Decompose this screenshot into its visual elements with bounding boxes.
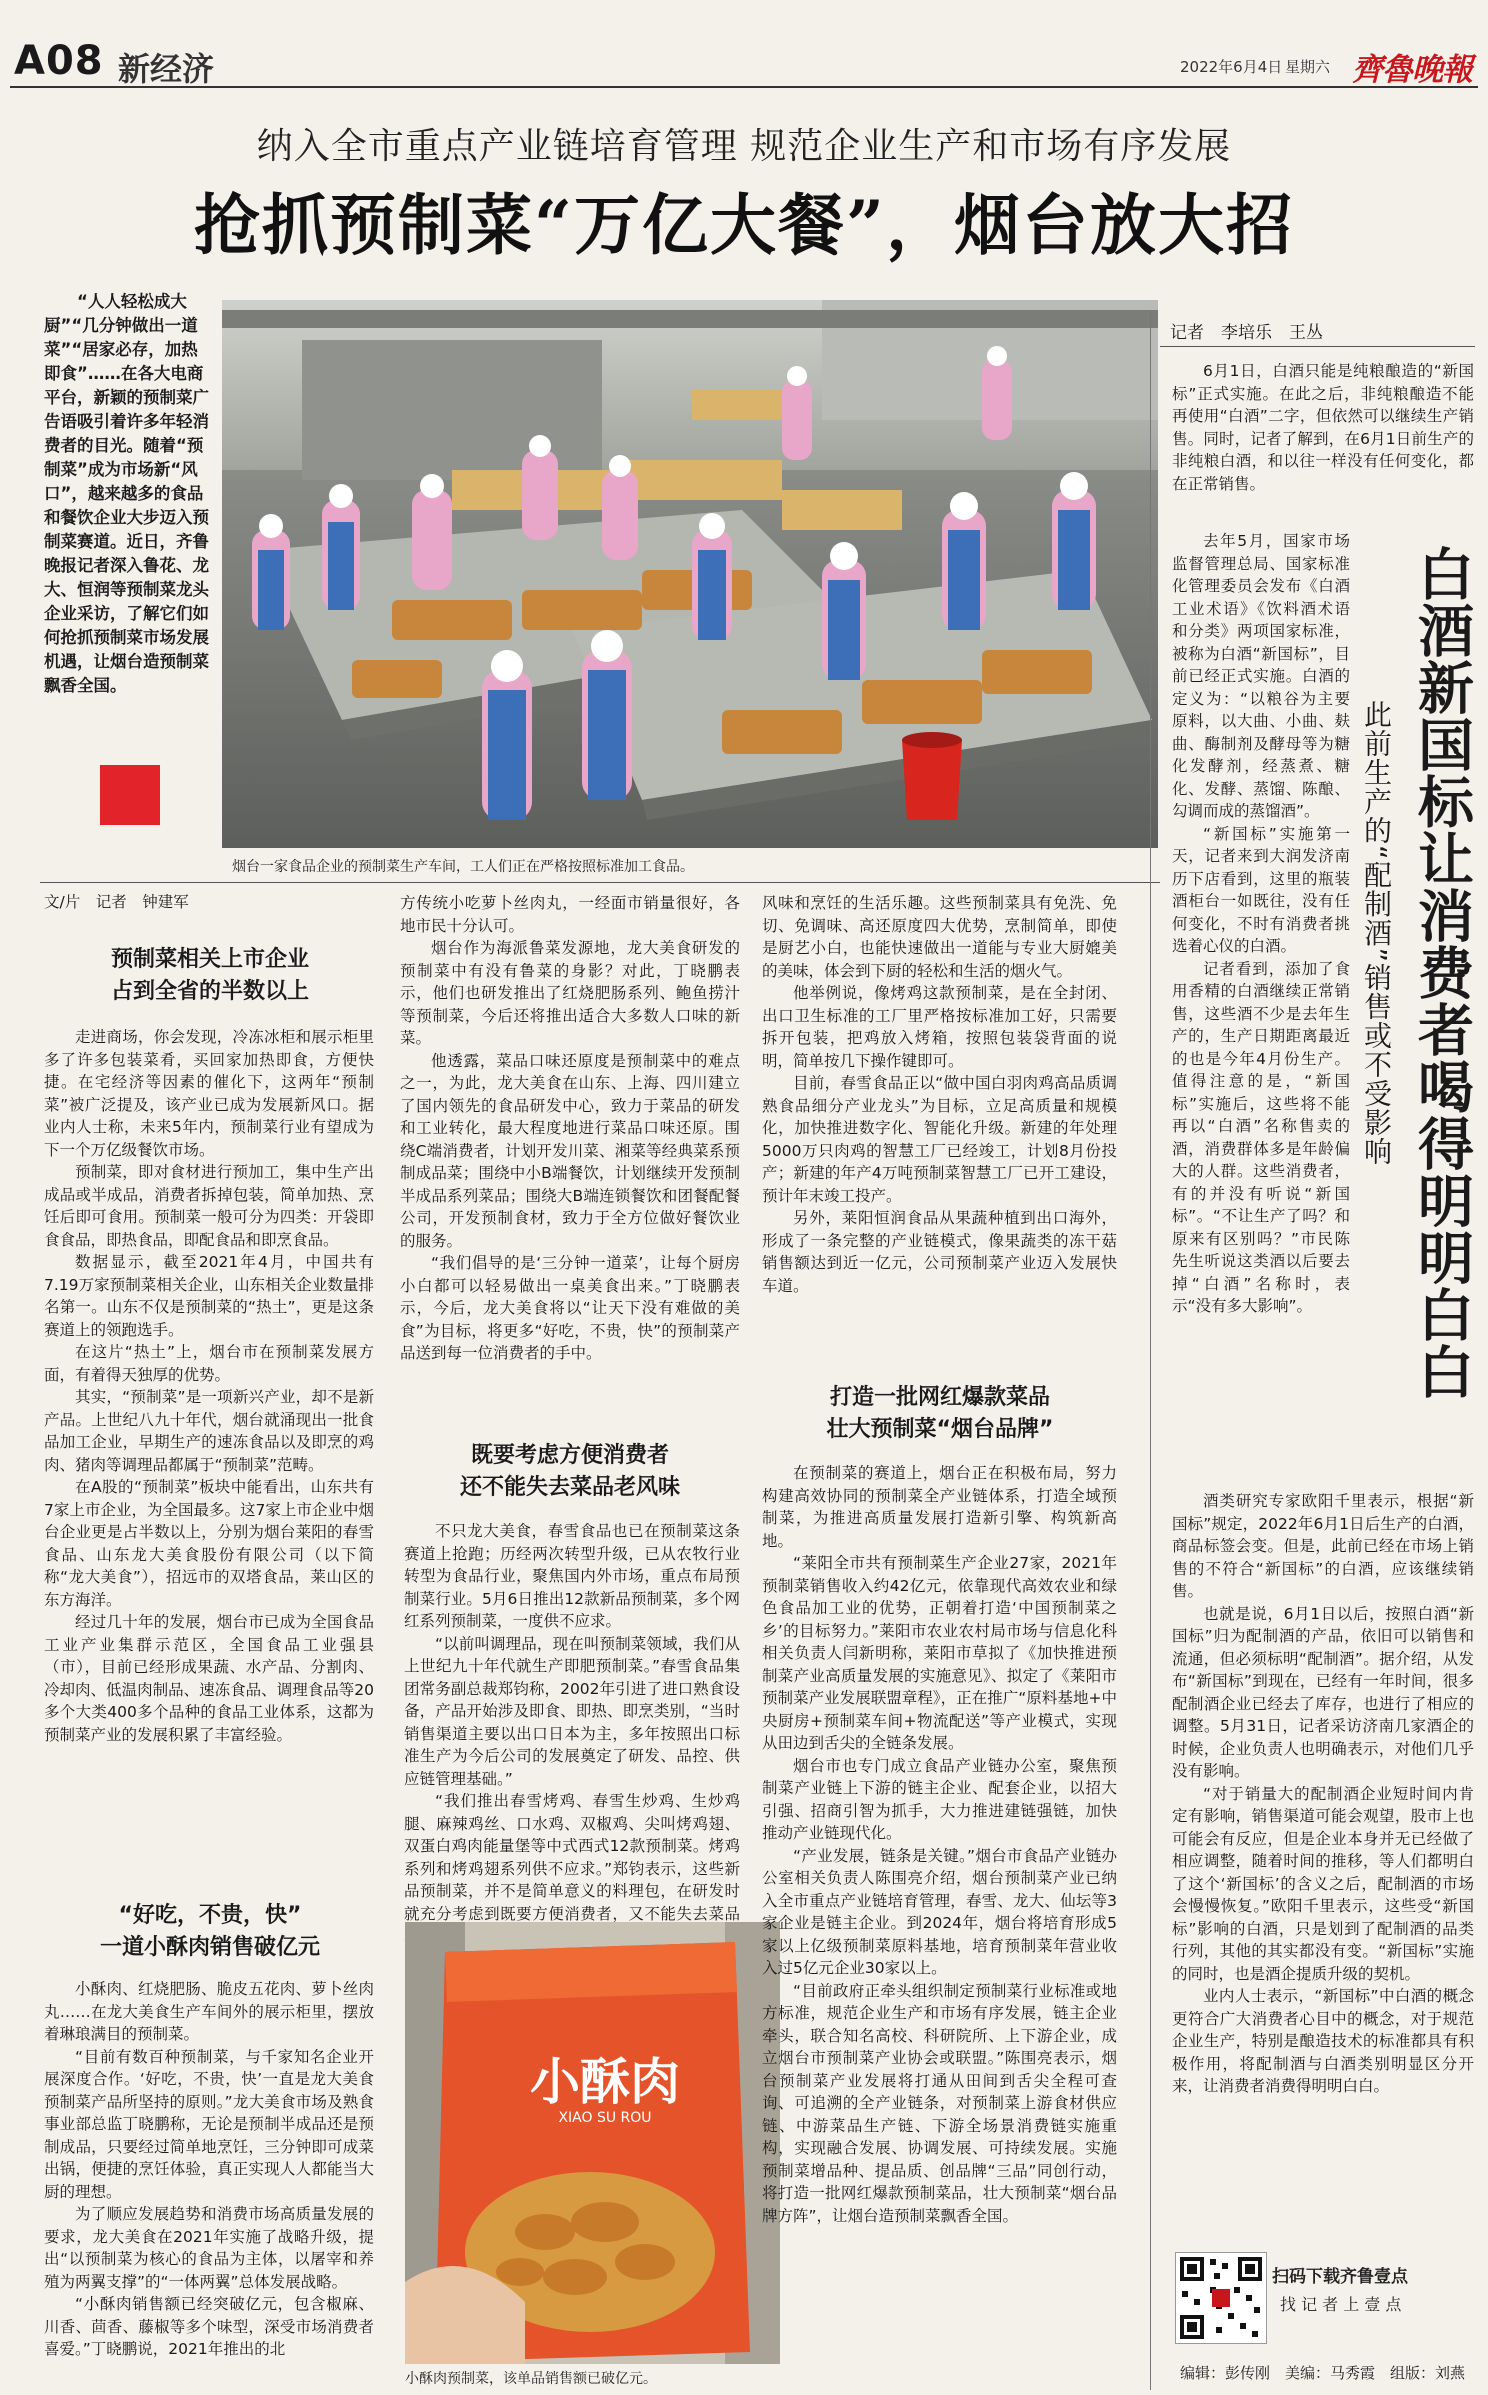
article-kicker: 纳入全市重点产业链培育管理 规范企业生产和市场有序发展 bbox=[256, 126, 1232, 167]
qr-code[interactable] bbox=[1175, 2252, 1267, 2344]
article-headline: 抢抓预制菜“万亿大餐”，烟台放大招 bbox=[194, 186, 1294, 264]
page-number: A08 bbox=[14, 38, 104, 84]
column-divider bbox=[1150, 310, 1151, 2390]
subhead-3-line2: 还不能失去菜品老风味 bbox=[459, 1475, 680, 1500]
article2-wide-column bbox=[1172, 1490, 1474, 2098]
subhead-1-line1: 预制菜相关上市企业 bbox=[110, 947, 309, 972]
issue-date: 2022年6月4日 bbox=[1180, 58, 1283, 76]
newspaper-logo: 齊魯晚報 bbox=[1352, 52, 1472, 88]
subhead-4-line1: 打造一批网红爆款菜品 bbox=[829, 1385, 1050, 1410]
article2-narrow-column bbox=[1172, 530, 1350, 1318]
column-3-body-2 bbox=[762, 1462, 1117, 2227]
subhead-2 bbox=[40, 1900, 380, 1964]
paragraph: 另外，莱阳恒润食品从果蔬种植到出口海外，形成了一条完整的产业链模式，像果蔬类的冻干菇销售额达到近一亿元，公司预制菜产业迈入发展快车道。 bbox=[762, 1209, 1117, 1295]
subhead-2-line1: “好吃，不贵，快” bbox=[118, 1903, 302, 1928]
paragraph: “对于销量大的配制酒企业短时间内肯定有影响，销售渠道可能会观望，股市上也可能会有反应，但是企业本身并无已经做了相应调整，随着时间的推移，等人们都明白了这个‘新国标’的含义之后，配制酒的市场会慢慢恢复。”欧阳千里表示，这些受“新国标”影响的白酒，只是划到了配制酒的品类行列，其他的其实都没有变。“新国标”实施的同时，也是酒企提质升级的契机。 bbox=[1172, 1784, 1474, 1983]
column-1-body bbox=[44, 1026, 374, 1746]
product-photo bbox=[405, 1922, 780, 2364]
paragraph: 走进商场，你会发现，冷冻冰柜和展示柜里多了许多包装菜肴，买回家加热即食，方便快捷。在宅经济等因素的催化下，这两年“预制菜”被广泛提及，该产业已成为发展新风口。据业内人士称，未来5年内，预制菜行业有望成为下一个万亿级餐饮市场。 bbox=[44, 1028, 374, 1159]
paragraph: 小酥肉、红烧肥肠、脆皮五花肉、萝卜丝肉丸……在龙大美食生产车间外的展示柜里，摆放着琳琅满目的预制菜。 bbox=[44, 1980, 374, 2043]
article2-intro bbox=[1172, 360, 1474, 495]
editor-credits: 编辑：彭传刚 美编：马秀霞 组版：刘燕 bbox=[1180, 2364, 1466, 2382]
qr-caption: 扫码下载齐鲁壹点 bbox=[1272, 2267, 1408, 2287]
package-illustration bbox=[405, 1922, 780, 2364]
subhead-4-line2: 壮大预制菜“烟台品牌” bbox=[826, 1417, 1054, 1442]
paragraph: “以前叫调理品，现在叫预制菜领域，我们从上世纪九十年代就生产即肥预制菜。”春雪食品集团常务副总裁郑钧称，2002年引进了进口熟食设备，产品开始涉及即食、即热、即烹类别，“当时销售渠道主要以出口日本为主，多年按照出口标准生产为今后公司的发展奠定了研发、品控、供应链管理基础。” bbox=[404, 1634, 740, 1788]
header-rule bbox=[10, 86, 1478, 88]
qr-code-icon bbox=[1176, 2253, 1266, 2343]
article2-title: 白酒新国标让消费者喝得明明白白 bbox=[1409, 545, 1475, 1400]
qr-subcaption: 找 记 者 上 壹 点 bbox=[1280, 2295, 1402, 2314]
paragraph: 方传统小吃萝卜丝肉丸，一经面市销量很好，各地市民十分认可。 bbox=[400, 894, 740, 935]
column-3-body bbox=[762, 892, 1117, 1297]
paragraph: 风味和烹饪的生活乐趣。这些预制菜具有免洗、免切、免调味、高还原度四大优势，烹制简单，即使是厨艺小白，也能快速做出一道能与专业大厨媲美的美味，体会到下厨的轻松和生活的烟火气。 bbox=[762, 894, 1117, 980]
issue-weekday: 星期六 bbox=[1285, 58, 1331, 76]
article2-byline: 记者 李培乐 王丛 bbox=[1170, 323, 1323, 343]
product-photo-caption: 小酥肉预制菜，该单品销售额已破亿元。 bbox=[405, 2371, 657, 2387]
paragraph: 经过几十年的发展，烟台市已成为全国食品工业产业集群示范区，全国食品工业强县（市），目前已经形成果蔬、水产品、分割肉、冷却肉、低温肉制品、速冻食品、调理食品等20多个大类400多个品种的食品工业体系，这都为预制菜产业的发展积累了丰富经验。 bbox=[44, 1613, 374, 1744]
paragraph: 在A股的“预制菜”板块中能看出，山东共有7家上市企业，为全国最多。这7家上市企业中烟台企业更是占半数以上，分别为烟台莱阳的春雪食品、山东龙大美食股份有限公司（以下简称“龙大美食”），招远市的双塔食品，莱山区的东方海洋。 bbox=[44, 1478, 374, 1609]
paragraph: “小酥肉销售额已经突破亿元，包含椒麻、川香、茴香、藤椒等多个味型，深受市场消费者喜爱。”丁晓鹏说，2021年推出的北 bbox=[44, 2295, 374, 2358]
paragraph: 他透露，菜品口味还原度是预制菜中的难点之一，为此，龙大美食在山东、上海、四川建立了国内领先的食品研发中心，致力于菜品的研发和工业转化，最大程度地进行菜品口味还原。围绕C端消费者，计划开发川菜、湘菜等经典菜系预制成品菜；围绕中小B端餐饮，计划继续开发预制半成品系列菜品；围绕大B端连锁餐饮和团餐配餐公司，开发预制食材，致力于全方位做好餐饮业的服务。 bbox=[400, 1051, 740, 1250]
paragraph: 预制菜，即对食材进行预加工，集中生产出成品或半成品，消费者拆掉包装，简单加热、烹饪后即可食用。预制菜一般可分为四类：开袋即食食品，即热食品，即配食品和即烹食品。 bbox=[44, 1163, 374, 1249]
paragraph: 去年5月，国家市场监督管理总局、国家标准化管理委员会发布《白酒工业术语》《饮料酒术语和分类》两项国家标准，被称为白酒“新国标”，目前已经正式实施。白酒的定义为：“以粮谷为主要原料，以大曲、小曲、麸曲、酶制剂及酵母等为糖化发酵剂，经蒸煮、糖化、发酵、蒸馏、陈酿、勾调而成的蒸馏酒”。 bbox=[1172, 532, 1350, 820]
subhead-1-line2: 占到全省的半数以上 bbox=[110, 979, 309, 1004]
article-lead: “人人轻松成大厨”“几分钟做出一道菜”“居家必存，加热即食”……在各大电商平台，新颖的预制菜广告语吸引着许多年轻消费者的目光。随着“预制菜”成为市场新“风口”，越来越多的食品和餐饮企业大步迈入预制菜赛道。近日，齐鲁晚报记者深入鲁花、龙大、恒润等预制菜龙头企业采访，了解它们如何抢抓预制菜市场发展机遇，让烟台造预制菜飘香全国。 bbox=[44, 292, 209, 695]
paragraph: 其实，“预制菜”是一项新兴产业，却不是新产品。上世纪八九十年代，烟台就涌现出一批食品加工企业，早期生产的速冻食品以及即烹的鸡肉、猪肉等调理品都属于“预制菜”范畴。 bbox=[44, 1388, 374, 1474]
factory-photo bbox=[222, 300, 1158, 848]
decorative-red-square bbox=[100, 765, 160, 825]
paragraph: 不只龙大美食，春雪食品也已在预制菜这条赛道上抢跑；历经两次转型升级，已从农牧行业转型为食品行业，聚焦国内外市场，重点布局预制菜行业。5月6日推出12款新品预制菜，多个网红系列预制菜，一度供不应求。 bbox=[404, 1522, 740, 1630]
paragraph: “我们倡导的是‘三分钟一道菜’，让每个厨房小白都可以轻易做出一桌美食出来。”丁晓鹏表示，今后，龙大美食将以“让天下没有难做的美食”为目标，将更多“好吃，不贵，快”的预制菜产品送到每一位消费者的手中。 bbox=[400, 1254, 740, 1362]
column-1-body-2 bbox=[44, 1978, 374, 2361]
article2-byline-rule bbox=[1160, 346, 1475, 347]
paragraph: 在预制菜的赛道上，烟台正在积极布局，努力构建高效协同的预制菜全产业链体系，打造全域预制菜，为推进高质量发展打造新引擎、构筑新高地。 bbox=[762, 1464, 1117, 1550]
paragraph: 他举例说，像烤鸡这款预制菜，是在全封闭、出口卫生标准的工厂里严格按标准加工好，只需要拆开包装，把鸡放入烤箱，按照包装袋背面的说明，简单按几下操作键即可。 bbox=[762, 984, 1117, 1070]
paragraph: 数据显示，截至2021年4月，中国共有7.19万家预制菜相关企业，山东相关企业数量排名第一。山东不仅是预制菜的“热土”，更是这条赛道上的领跑选手。 bbox=[44, 1253, 374, 1339]
column-2-body-2 bbox=[404, 1520, 740, 1948]
subhead-3-line1: 既要考虑方便消费者 bbox=[470, 1443, 669, 1468]
package-brand-text: 小酥肉 bbox=[530, 2053, 680, 2111]
article2-subtitle: 此前生产的“配制酒”销售或不受影响 bbox=[1360, 700, 1393, 1167]
paragraph: “新国标”实施第一天，记者来到大润发济南历下店看到，这里的瓶装酒柜台一如既往，没有任何变化，不时有消费者挑选着心仪的白酒。 bbox=[1172, 824, 1350, 955]
paragraph: 6月1日，白酒只能是纯粮酿造的“新国标”正式实施。在此之后，非纯粮酿造不能再使用“白酒”二字，但依然可以继续生产销售。同时，记者了解到，在6月1日前生产的非纯粮白酒，和以往一样没有任何变化，都在正常销售。 bbox=[1172, 362, 1474, 493]
paragraph: “目前政府正牵头组织制定预制菜行业标准或地方标准，规范企业生产和市场有序发展，链主企业牵头，联合知名高校、科研院所、上下游企业，成立烟台市预制菜产业协会或联盟。”陈围亮表示，烟台预制菜产业发展将打通从田间到舌尖全程可查询、可追溯的全产业链条，对预制菜上游食材供应链、中游菜品生产链、下游全场景消费链实施重构，实现融合发展、协调发展、可持续发展。实施预制菜增品种、提品质、创品牌“三品”同创行动，将打造一批网红爆款预制菜品，壮大预制菜“烟台品牌方阵”，让烟台造预制菜飘香全国。 bbox=[762, 1981, 1117, 2225]
section-name: 新经济 bbox=[118, 50, 215, 88]
page-header bbox=[0, 0, 1488, 88]
paragraph: “目前有数百种预制菜，与千家知名企业开展深度合作。‘好吃，不贵，快’一直是龙大美食预制菜产品所坚持的原则。”龙大美食市场及熟食事业部总监丁晓鹏称，无论是预制半成品还是预制成品，只要经过简单地烹饪，三分钟即可成菜出锅，便捷的烹饪体验，真正实现人人都能当大厨的理想。 bbox=[44, 2047, 374, 2201]
photo-bottom-rule bbox=[40, 882, 1160, 883]
paragraph: 目前，春雪食品正以“做中国白羽肉鸡高品质调熟食品细分产业龙头”为目标，立足高质量和规模化，加快推进数字化、智能化升级。新建的年处理5000万只肉鸡的智慧工厂已经竣工，计划8月份投产；新建的年产4万吨预制菜智慧工厂已开工建设，预计年末竣工投产。 bbox=[762, 1074, 1117, 1205]
subhead-3 bbox=[400, 1440, 740, 1504]
column-2-body bbox=[400, 892, 740, 1365]
paragraph: 业内人士表示，“新国标”中白酒的概念更符合广大消费者心目中的概念，对于规范企业生产，特别是酿造技术的标准都具有积极作用，将配制酒与白酒类别明显区分开来，让消费者消费得明明白白。 bbox=[1172, 1987, 1474, 2095]
paragraph: 烟台市也专门成立食品产业链办公室，聚焦预制菜产业链上下游的链主企业、配套企业，以招大引强、招商引智为抓手，大力推进建链强链，加快推动产业链现代化。 bbox=[762, 1756, 1117, 1842]
subhead-2-line2: 一道小酥肉销售破亿元 bbox=[99, 1935, 320, 1960]
paragraph: 酒类研究专家欧阳千里表示，根据“新国标”规定，2022年6月1日后生产的白酒，商品标签会变。但是，此前已经在市场上销售的不符合“新国标”的白酒，应该继续销售。 bbox=[1172, 1492, 1474, 1600]
paragraph: 烟台作为海派鲁菜发源地，龙大美食研发的预制菜中有没有鲁菜的身影？对此，丁晓鹏表示，他们也研发推出了红烧肥肠系列、鲍鱼捞汁等预制菜，今后还将推出适合大多数人口味的新菜。 bbox=[400, 939, 740, 1047]
paragraph: 在这片“热土”上，烟台市在预制菜发展方面，有着得天独厚的优势。 bbox=[44, 1343, 374, 1384]
subhead-4 bbox=[760, 1382, 1120, 1446]
paragraph: 为了顺应发展趋势和消费市场高质量发展的要求，龙大美食在2021年实施了战略升级，提出“以预制菜为核心的食品为主体，以屠宰和养殖为两翼支撑”的“一体两翼”总体发展战略。 bbox=[44, 2205, 374, 2291]
paragraph: “产业发展，链条是关键。”烟台市食品产业链办公室相关负责人陈围亮介绍，烟台预制菜产业已纳入全市重点产业链培育管理，春雪、龙大、仙坛等3家企业是链主企业。到2024年，烟台将培育形成5家以上亿级预制菜原料基地，培育预制菜年营业收入过5亿元企业30家以上。 bbox=[762, 1846, 1117, 1977]
paragraph: 也就是说，6月1日以后，按照白酒“新国标”归为配制酒的产品，依旧可以销售和流通，但必须标明“配制酒”。据介绍，从发布“新国标”到现在，已经有一年时间，很多配制酒企业已经去了库存，也进行了相应的调整。5月31日，记者采访济南几家酒企的时候，企业负责人也明确表示，对他们几乎没有影响。 bbox=[1172, 1604, 1474, 1780]
package-pinyin-text: XIAO SU ROU bbox=[558, 2110, 652, 2126]
subhead-1 bbox=[40, 944, 380, 1008]
factory-photo-caption: 烟台一家食品企业的预制菜生产车间，工人们正在严格按照标准加工食品。 bbox=[232, 859, 694, 875]
paragraph: “莱阳全市共有预制菜生产企业27家，2021年预制菜销售收入约42亿元，依靠现代高效农业和绿色食品加工业的优势，正朝着打造‘中国预制菜之乡’的目标努力。”莱阳市农业农村局市场与信息化科相关负责人闫新明称，莱阳市草拟了《加快推进预制菜产业高质量发展的实施意见》、拟定了《莱阳市预制菜产业发展联盟章程》，正在推广“原料基地+中央厨房+预制菜车间+物流配送”等产业模式，实现从田边到舌尖的全链条发展。 bbox=[762, 1554, 1117, 1752]
factory-scene-illustration bbox=[222, 300, 1158, 848]
paragraph: “我们推出春雪烤鸡、春雪生炒鸡、生炒鸡腿、麻辣鸡丝、口水鸡、双椒鸡、尖叫烤鸡翅、双蛋白鸡肉能量堡等中式西式12款预制菜。烤鸡系列和烤鸡翅系列供不应求。”郑钧表示，这些新品预制菜，并不是简单意义的料理包，在研发时就充分考虑到既要方便消费者，又不能失去菜品 bbox=[404, 1792, 740, 1923]
paragraph: 记者看到，添加了食用香精的白酒继续正常销售，这些酒不少是去年生产的，生产日期距离最近的也是今年4月份生产。值得注意的是，“新国标”实施后，这些将不能再以“白酒”名称售卖的酒，消费群体多是年龄偏大的人群。这些消费者，有的并没有听说“新国标”。“不让生产了吗？和原来有区别吗？”市民陈先生听说这类酒以后要去掉“白酒”名称时，表示“没有多大影响”。 bbox=[1172, 959, 1350, 1315]
article-byline: 文/片 记者 钟建军 bbox=[44, 893, 189, 911]
